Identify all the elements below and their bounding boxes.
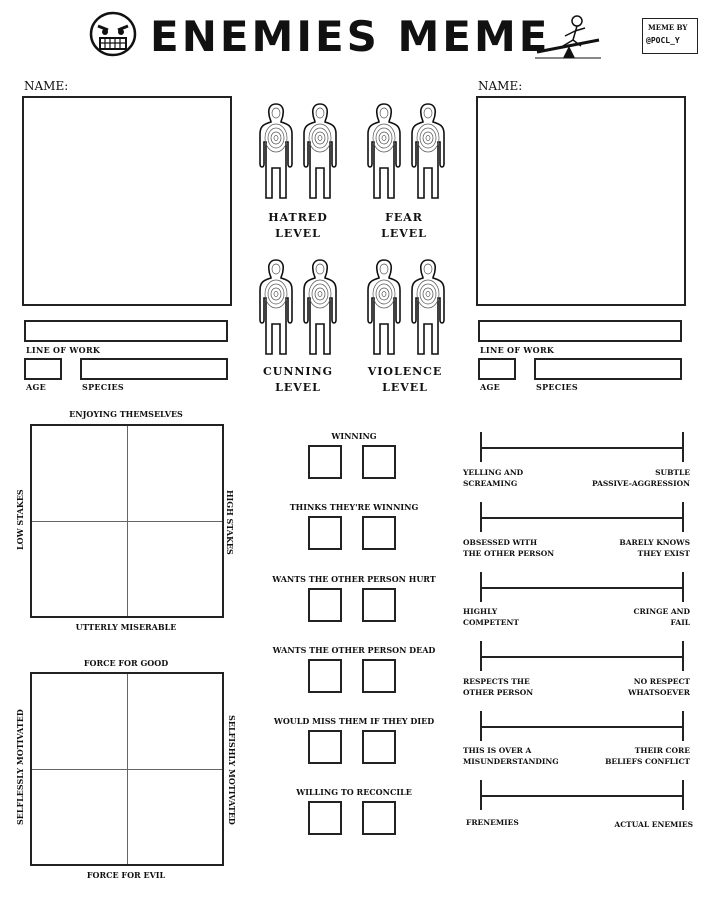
question-would-miss: WOULD MISS THEM IF THEY DIED bbox=[273, 716, 435, 726]
hatred-target-1-icon[interactable] bbox=[258, 102, 294, 202]
cunning-target-2-icon[interactable] bbox=[302, 258, 338, 358]
chart1-left-label: LOW STAKES bbox=[15, 489, 25, 550]
hatred-level-line1: HATRED bbox=[268, 211, 328, 224]
hatred-target-2-icon[interactable] bbox=[302, 102, 338, 202]
left-age-label: AGE bbox=[26, 382, 47, 392]
scale-5-right-tick bbox=[682, 711, 684, 741]
fear-target-2-icon[interactable] bbox=[410, 102, 446, 202]
right-line-of-work-field[interactable] bbox=[478, 320, 682, 342]
reconcile-checkbox-left[interactable] bbox=[308, 801, 342, 835]
question-thinks-winning: THINKS THEY'RE WINNING bbox=[289, 502, 419, 512]
chart1-right-label: HIGH STAKES bbox=[225, 490, 235, 555]
left-species-label: SPECIES bbox=[82, 382, 124, 392]
wants-dead-checkbox-right[interactable] bbox=[362, 659, 396, 693]
scale-2-right-label: BARELY KNOWS THEY EXIST bbox=[619, 538, 690, 558]
fear-level-line1: FEAR bbox=[385, 211, 423, 224]
chart1-grid[interactable] bbox=[30, 424, 224, 618]
scale-1-right-label: SUBTLE PASSIVE-AGGRESSION bbox=[591, 468, 690, 488]
would-miss-checkbox-left[interactable] bbox=[308, 730, 342, 764]
wants-dead-checkbox-left[interactable] bbox=[308, 659, 342, 693]
scale-4-line[interactable] bbox=[480, 656, 684, 658]
scale-1-left-tick bbox=[480, 432, 482, 462]
right-species-label: SPECIES bbox=[536, 382, 578, 392]
right-species-field[interactable] bbox=[534, 358, 682, 380]
right-line-of-work-label: LINE OF WORK bbox=[480, 345, 555, 355]
chart2-horizontal-axis bbox=[32, 769, 222, 770]
cunning-target-1-icon[interactable] bbox=[258, 258, 294, 358]
left-line-of-work-field[interactable] bbox=[24, 320, 228, 342]
scale-3-left-tick bbox=[480, 572, 482, 602]
violence-level-label bbox=[360, 364, 450, 396]
scale-5-line[interactable] bbox=[480, 726, 684, 728]
right-age-label: AGE bbox=[480, 382, 501, 392]
thinks-winning-checkbox-left[interactable] bbox=[308, 516, 342, 550]
scale-3-right-tick bbox=[682, 572, 684, 602]
chart2-top-label: FORCE FOR GOOD bbox=[83, 658, 169, 668]
left-line-of-work-label: LINE OF WORK bbox=[26, 345, 101, 355]
scale-2-line[interactable] bbox=[480, 517, 684, 519]
scale-5-right-label: THEIR CORE BELIEFS CONFLICT bbox=[605, 746, 690, 766]
cunning-level-label bbox=[256, 364, 340, 396]
scale-1-left-label: YELLING AND SCREAMING bbox=[463, 468, 524, 488]
scale-3-line[interactable] bbox=[480, 587, 684, 589]
credit-handle: @POCL_Y bbox=[646, 36, 680, 45]
seesaw-stickfigure-icon bbox=[533, 14, 603, 60]
violence-target-2-icon[interactable] bbox=[410, 258, 446, 358]
left-portrait-box[interactable] bbox=[22, 96, 232, 306]
hatred-level-label bbox=[256, 210, 340, 242]
scale-4-right-label: NO RESPECT WHATSOEVER bbox=[628, 677, 690, 697]
scale-5-left-tick bbox=[480, 711, 482, 741]
chart2-right-label: SELFISHLY MOTIVATED bbox=[227, 715, 237, 825]
cunning-level-line2: LEVEL bbox=[275, 381, 321, 394]
chart2-grid[interactable] bbox=[30, 672, 224, 866]
hatred-level-line2: LEVEL bbox=[275, 227, 321, 240]
left-name-label: NAME: bbox=[24, 79, 69, 93]
scale-2-right-tick bbox=[682, 502, 684, 532]
chart1-top-label: ENJOYING THEMSELVES bbox=[69, 409, 183, 419]
scale-6-right-tick bbox=[682, 780, 684, 810]
question-wants-dead: WANTS THE OTHER PERSON DEAD bbox=[272, 645, 436, 655]
scale-2-left-tick bbox=[480, 502, 482, 532]
question-winning: WINNING bbox=[331, 431, 377, 441]
fear-target-1-icon[interactable] bbox=[366, 102, 402, 202]
fear-level-line2: LEVEL bbox=[381, 227, 427, 240]
thinks-winning-checkbox-right[interactable] bbox=[362, 516, 396, 550]
scale-6-right-label: ACTUAL ENEMIES bbox=[614, 820, 693, 829]
winning-checkbox-left[interactable] bbox=[308, 445, 342, 479]
scale-6-line[interactable] bbox=[480, 795, 684, 797]
reconcile-checkbox-right[interactable] bbox=[362, 801, 396, 835]
scale-2-left-label: OBSESSED WITH THE OTHER PERSON bbox=[463, 538, 555, 558]
credit-line-1: MEME BY bbox=[648, 23, 688, 32]
scale-3-right-label: CRINGE AND FAIL bbox=[633, 607, 690, 627]
scale-6-left-label: FRENEMIES bbox=[466, 818, 519, 827]
violence-level-line2: LEVEL bbox=[382, 381, 428, 394]
wants-hurt-checkbox-right[interactable] bbox=[362, 588, 396, 622]
violence-target-1-icon[interactable] bbox=[366, 258, 402, 358]
scale-3-left-label: HIGHLY COMPETENT bbox=[463, 607, 519, 627]
cunning-level-line1: CUNNING bbox=[262, 365, 334, 378]
credit-box bbox=[642, 18, 698, 54]
scale-1-right-tick bbox=[682, 432, 684, 462]
chart1-bottom-label: UTTERLY MISERABLE bbox=[75, 622, 177, 632]
right-name-label: NAME: bbox=[478, 79, 523, 93]
winning-checkbox-right[interactable] bbox=[362, 445, 396, 479]
question-wants-hurt: WANTS THE OTHER PERSON HURT bbox=[272, 574, 436, 584]
right-age-field[interactable] bbox=[478, 358, 516, 380]
right-portrait-box[interactable] bbox=[476, 96, 686, 306]
left-age-field[interactable] bbox=[24, 358, 62, 380]
page-title: ENEMIES MEME bbox=[150, 12, 551, 61]
scale-4-right-tick bbox=[682, 641, 684, 671]
chart1-horizontal-axis bbox=[32, 521, 222, 522]
left-species-field[interactable] bbox=[80, 358, 228, 380]
rage-face-icon bbox=[88, 10, 138, 58]
chart2-left-label: SELFLESSLY MOTIVATED bbox=[15, 709, 25, 825]
violence-level-line1: VIOLENCE bbox=[367, 365, 443, 378]
scale-1-line[interactable] bbox=[480, 447, 684, 449]
wants-hurt-checkbox-left[interactable] bbox=[308, 588, 342, 622]
scale-5-left-label: THIS IS OVER A MISUNDERSTANDING bbox=[463, 746, 559, 766]
scale-4-left-label: RESPECTS THE OTHER PERSON bbox=[463, 677, 534, 697]
would-miss-checkbox-right[interactable] bbox=[362, 730, 396, 764]
scale-4-left-tick bbox=[480, 641, 482, 671]
question-reconcile: WILLING TO RECONCILE bbox=[296, 787, 412, 797]
chart2-bottom-label: FORCE FOR EVIL bbox=[86, 870, 166, 880]
scale-6-left-tick bbox=[480, 780, 482, 810]
fear-level-label bbox=[362, 210, 446, 242]
